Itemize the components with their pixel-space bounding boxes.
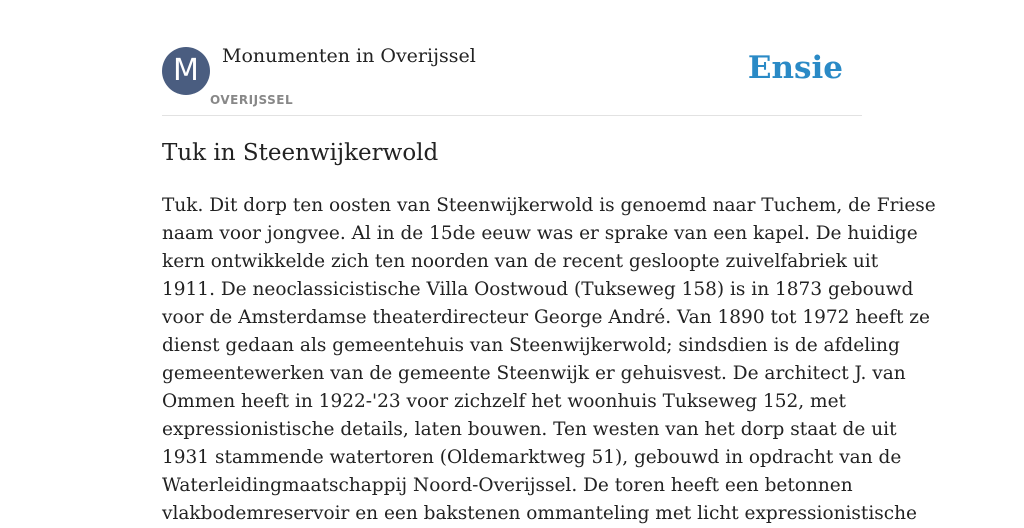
body-line: voor de Amsterdamse theaterdirecteur George André. Van 1890 tot 1972 heeft ze [162,307,930,328]
body-line: Tuk. Dit dorp ten oosten van Steenwijkerwold is genoemd naar Tuchem, de Friese [162,195,936,216]
body-line: kern ontwikkelde zich ten noorden van de recent gesloopte zuivelfabriek uit [162,251,879,272]
body-line: naam voor jongvee. Al in de 15de eeuw was er sprake van een kapel. De huidige [162,223,918,244]
body-line: gemeentewerken van de gemeente Steenwijk er gehuisvest. De architect J. van [162,363,906,384]
body-line: dienst gedaan als gemeentehuis van Steenwijkerwold; sindsdien is de afdeling [162,335,900,356]
page-container [162,0,936,524]
body-line: expressionistische details, laten bouwen. Ten westen van het dorp staat de uit [162,419,897,440]
ensie-logo[interactable]: Ensie [747,50,843,86]
source-subtitle: OVERIJSSEL [210,93,294,107]
article-body [162,192,936,528]
article-title: Tuk in Steenwijkerwold [162,140,439,166]
body-line: 1931 stammende watertoren (Oldemarktweg 51), gebouwd in opdracht van de [162,447,902,468]
source-header [162,0,862,116]
body-line: Ommen heeft in 1922-'23 voor zichzelf het woonhuis Tukseweg 152, met [162,391,846,412]
body-line: Waterleidingmaatschappij Noord-Overijssel. De toren heeft een betonnen [162,475,853,496]
body-line: vlakbodemreservoir en een bakstenen ommanteling met licht expressionistische [162,503,917,524]
body-line: 1911. De neoclassicistische Villa Oostwoud (Tukseweg 158) is in 1873 gebouwd [162,279,914,300]
header-divider [162,115,862,116]
source-title[interactable]: Monumenten in Overijssel [222,45,476,67]
avatar[interactable]: M [162,47,210,95]
